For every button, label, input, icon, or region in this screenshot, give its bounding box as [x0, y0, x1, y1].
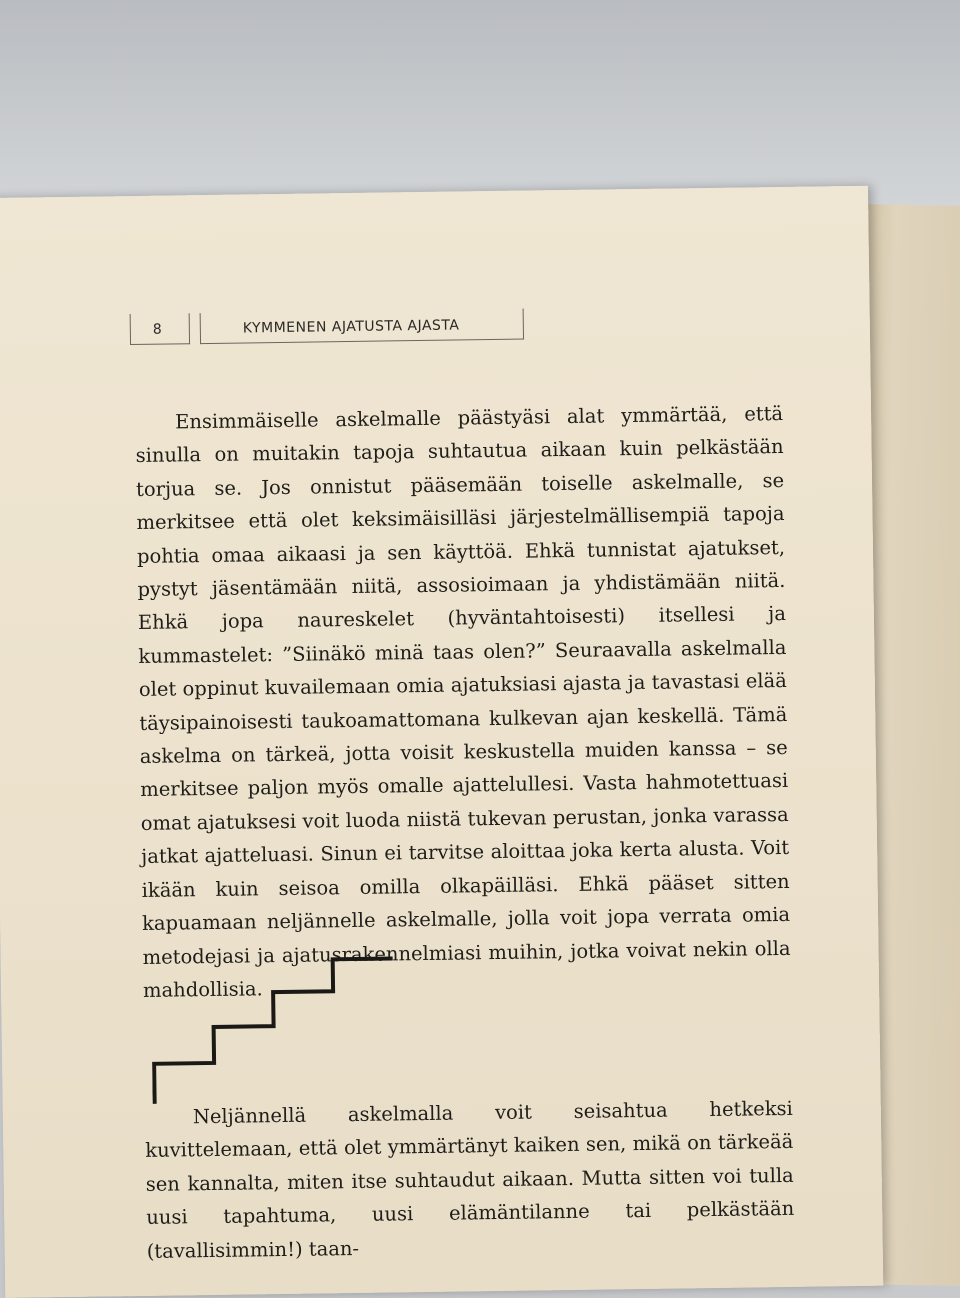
body-text — [135, 397, 791, 1007]
running-title: KYMMENEN AJATUSTA AJASTA — [243, 317, 460, 336]
staircase-icon — [151, 952, 413, 1106]
paragraph-1: Ensimmäiselle askelmalle päästyäsi alat ymmärtää, että sinulla on muitakin tapoja suhtautua aikaan kuin pelkästään torjua se. Jos onnistut pääsemään toiselle askelmalle, se merkitsee että olet keksimäisilläsi järjestelmällisempiä tapoja pohtia omaa aikaasi ja sen käyttöä. Ehkä tunnistat ajatukset, pystyt jäsentämään niitä, assosioimaan ja yhdistämään niitä. Ehkä jopa naureskelet (hyväntahtoisesti) itsellesi ja kummastelet: ”Siinäkö minä taas olen?” Seuraavalla askelmalla olet oppinut kuvailemaan omia ajatuksiasi ajasta ja tavastasi elää täysipainoisesti taukoamattomana kulkevan ajan keskellä. Tämä askelma on tärkeä, jotta voisit keskustella muiden kanssa – se merkitsee paljon myös omalle ajattelullesi. Vasta hahmotettuasi omat ajatuksesi voit luoda niistä tukevan perustan, jonka varassa jatkat ajatteluasi. Sinun ei tarvitse aloittaa joka kerta alusta. Voit ikään kuin seisoa omilla olkapäilläsi. Ehkä pääset sitten kapuamaan neljännelle askelmalle, jolla voit jopa verrata omia metodejasi ja ajatusrakennelmiasi muihin, jotka voivat nekin olla mahdollisia. — [135, 397, 791, 1007]
running-title-box — [200, 309, 524, 345]
paragraph-2: Neljännellä askelmalla voit seisahtua hetkeksi kuvittelemaan, että olet ymmärtänyt kaiken sen, mikä on tärkeää sen kannalta, miten itse suhtaudut aikaan. Mutta sitten voi tulla uusi tapahtuma, uusi elämäntilanne tai pelkästään (tavallisimmin!) taan- — [145, 1092, 795, 1268]
book-page — [0, 186, 883, 1298]
page-number-box — [130, 313, 190, 345]
staircase-line — [153, 958, 395, 1103]
body-text-continued — [145, 1092, 795, 1268]
page-number: 8 — [153, 322, 163, 338]
